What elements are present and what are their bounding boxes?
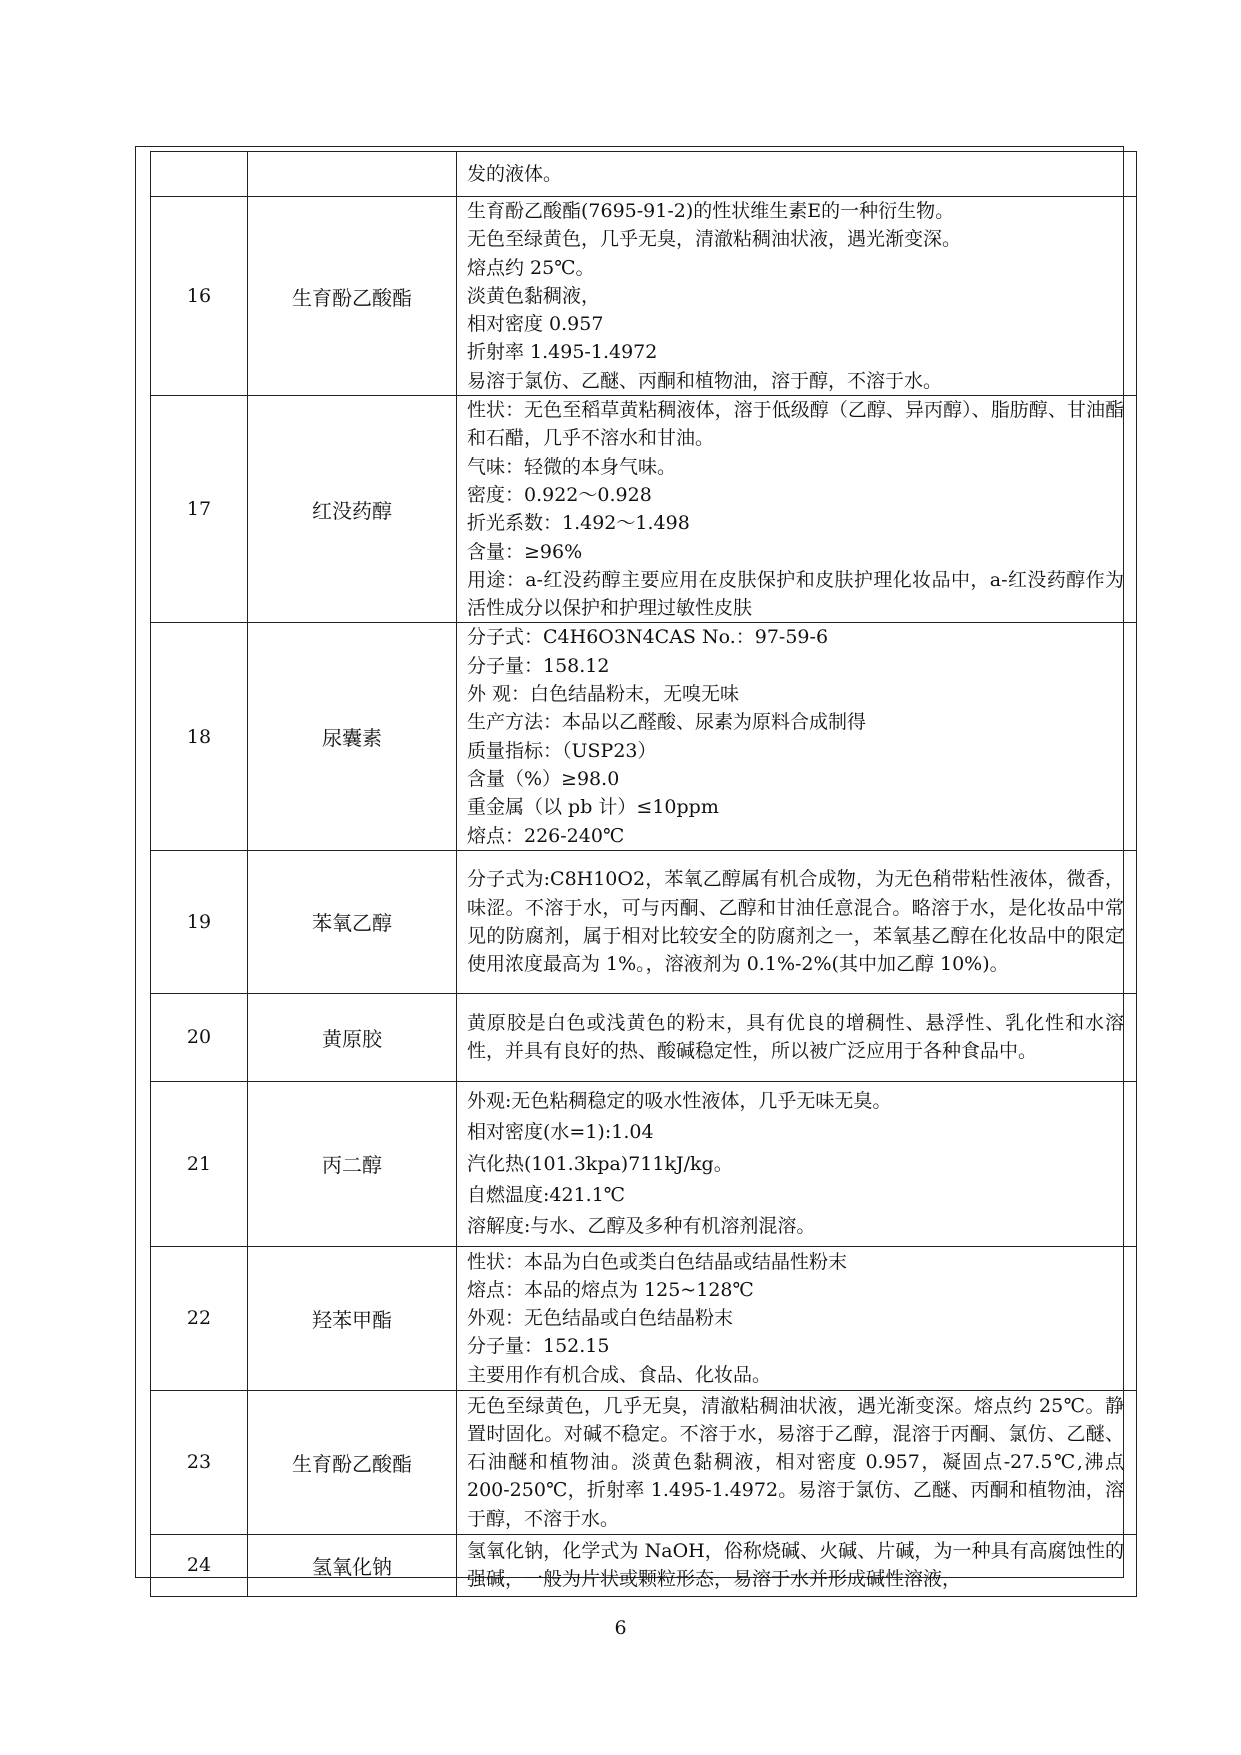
row-number [151, 152, 248, 197]
description-line: 性状：无色至稻草黄粘稠液体，溶于低级醇（乙醇、异丙醇）、脂肪醇、甘油酯和石醋，几乎不溶水和甘油。 [467, 399, 1124, 450]
description-line: 性状：本品为白色或类白色结晶或结晶性粉末 [467, 1250, 848, 1273]
ingredient-name: 苯氧乙醇 [248, 850, 457, 993]
ingredient-name: 黄原胶 [248, 993, 457, 1081]
row-number: 21 [151, 1081, 248, 1246]
description-line: 含量：≥96% [467, 540, 583, 563]
ingredient-name: 氢氧化钠 [248, 1534, 457, 1596]
row-number: 17 [151, 396, 248, 623]
description-line: 黄原胶是白色或浅黄色的粉末，具有优良的增稠性、悬浮性、乳化性和水溶性，并具有良好的热、酸碱稳定性，所以被广泛应用于各种食品中。 [467, 1012, 1124, 1063]
ingredient-name: 生育酚乙酸酯 [248, 1390, 457, 1534]
ingredient-name: 红没药醇 [248, 396, 457, 623]
description-line: 密度：0.922～0.928 [467, 483, 652, 506]
description-line: 分子式为:C8H10O2，苯氧乙醇属有机合成物，为无色稍带粘性液体，微香，味涩。不溶于水，可与丙酮、乙醇和甘油任意混合。略溶于水，是化妆品中常见的防腐剂，属于相对比较安全的防腐剂之一，苯氧基乙醇在化妆品中的限定使用浓度最高为 1%。，溶液剂为 0.1%-2%(其中加乙醇 10%)。 [467, 868, 1124, 976]
ingredient-name: 丙二醇 [248, 1081, 457, 1246]
row-number: 19 [151, 850, 248, 993]
description-line: 用途：a-红没药醇主要应用在皮肤保护和皮肤护理化妆品中，a-红没药醇作为活性成分以保护和护理过敏性皮肤 [467, 568, 1124, 620]
description-line: 外观：无色结晶或白色结晶粉末 [467, 1307, 734, 1330]
description-line: 氢氧化钠，化学式为 NaOH，俗称烧碱、火碱、片碱，为一种具有高腐蚀性的强碱，一般为片状或颗粒形态，易溶于水并形成碱性溶液， [467, 1540, 1124, 1591]
ingredient-description [457, 623, 1137, 850]
description-line: 易溶于氯仿、乙醚、丙酮和植物油，溶于醇，不溶于水。 [467, 369, 943, 392]
ingredient-description [457, 993, 1137, 1081]
description-line: 熔点：226-240℃ [467, 824, 625, 847]
row-number: 18 [151, 623, 248, 850]
ingredient-description [457, 1390, 1137, 1534]
ingredient-description [457, 152, 1137, 197]
description-line: 自燃温度:421.1℃ [467, 1183, 626, 1206]
description-line: 汽化热(101.3kpa)711kJ/kg。 [467, 1152, 733, 1175]
description-line: 含量（%）≥98.0 [467, 767, 620, 790]
page-number: 6 [614, 1617, 627, 1639]
row-number: 20 [151, 993, 248, 1081]
ingredient-name: 生育酚乙酸酯 [248, 197, 457, 396]
ingredient-description [457, 1534, 1137, 1596]
description-line: 生产方法：本品以乙醛酸、尿素为原料合成制得 [467, 711, 867, 734]
description-line: 折射率 1.495-1.4972 [467, 341, 658, 364]
description-line: 分子量：152.15 [467, 1335, 610, 1358]
description-line: 生育酚乙酸酯(7695-91-2)的性状维生素E的一种衍生物。 [467, 200, 955, 222]
ingredient-table [150, 151, 1137, 1597]
description-line: 折光系数：1.492～1.498 [467, 512, 690, 535]
description-line: 外 观：白色结晶粉末，无嗅无味 [467, 683, 740, 706]
table-row [151, 396, 1137, 623]
description-line: 相对密度 0.957 [467, 313, 604, 336]
table-row [151, 1081, 1137, 1246]
description-line: 熔点：本品的熔点为 125~128℃ [467, 1278, 754, 1301]
description-line: 溶解度:与水、乙醇及多种有机溶剂混溶。 [467, 1215, 816, 1238]
row-number: 22 [151, 1246, 248, 1390]
description-line: 分子式：C4H6O3N4CAS No.：97-59-6 [467, 626, 829, 649]
row-number: 16 [151, 197, 248, 396]
description-line: 淡黄色黏稠液， [467, 284, 601, 307]
ingredient-description [457, 1246, 1137, 1390]
description-line: 熔点约 25℃。 [467, 256, 595, 279]
table-row [151, 1534, 1137, 1596]
ingredient-name: 尿囊素 [248, 623, 457, 850]
ingredient-description [457, 396, 1137, 623]
table-row [151, 1390, 1137, 1534]
ingredient-description [457, 850, 1137, 993]
ingredient-description [457, 1081, 1137, 1246]
ingredient-description [457, 197, 1137, 396]
description-line: 分子量：158.12 [467, 654, 610, 677]
table-row [151, 197, 1137, 396]
ingredient-name: 羟苯甲酯 [248, 1246, 457, 1390]
description-line: 外观:无色粘稠稳定的吸水性液体，几乎无味无臭。 [467, 1090, 892, 1113]
description-line: 质量指标：（USP23） [467, 739, 657, 762]
table-row [151, 623, 1137, 850]
row-number: 24 [151, 1534, 248, 1596]
description-line: 相对密度(水=1):1.04 [467, 1121, 654, 1144]
description-line: 主要用作有机合成、食品、化妆品。 [467, 1363, 772, 1386]
description-line: 无色至绿黄色，几乎无臭，清澈粘稠油状液，遇光渐变深。 [467, 228, 962, 251]
table-row [151, 152, 1137, 197]
description-line: 气味：轻微的本身气味。 [467, 455, 677, 478]
ingredient-name [248, 152, 457, 197]
description-line: 发的液体。 [467, 162, 563, 185]
table-row [151, 1246, 1137, 1390]
row-number: 23 [151, 1390, 248, 1534]
table-row [151, 993, 1137, 1081]
description-line: 无色至绿黄色，几乎无臭，清澈粘稠油状液，遇光渐变深。熔点约 25℃。静置时固化。对碱不稳定。不溶于水，易溶于乙醇，混溶于丙酮、氯仿、乙醚、石油醚和植物油。淡黄色黏稠液，相对密度 0.957，凝固点-27.5℃,沸点 200-250℃，折射率 1.495-1.4972。易溶于氯仿、乙醚、丙酮和植物油，溶于醇，不溶于水。 [467, 1394, 1124, 1530]
description-line: 重金属（以 pb 计）≤10ppm [467, 796, 719, 819]
table-row [151, 850, 1137, 993]
